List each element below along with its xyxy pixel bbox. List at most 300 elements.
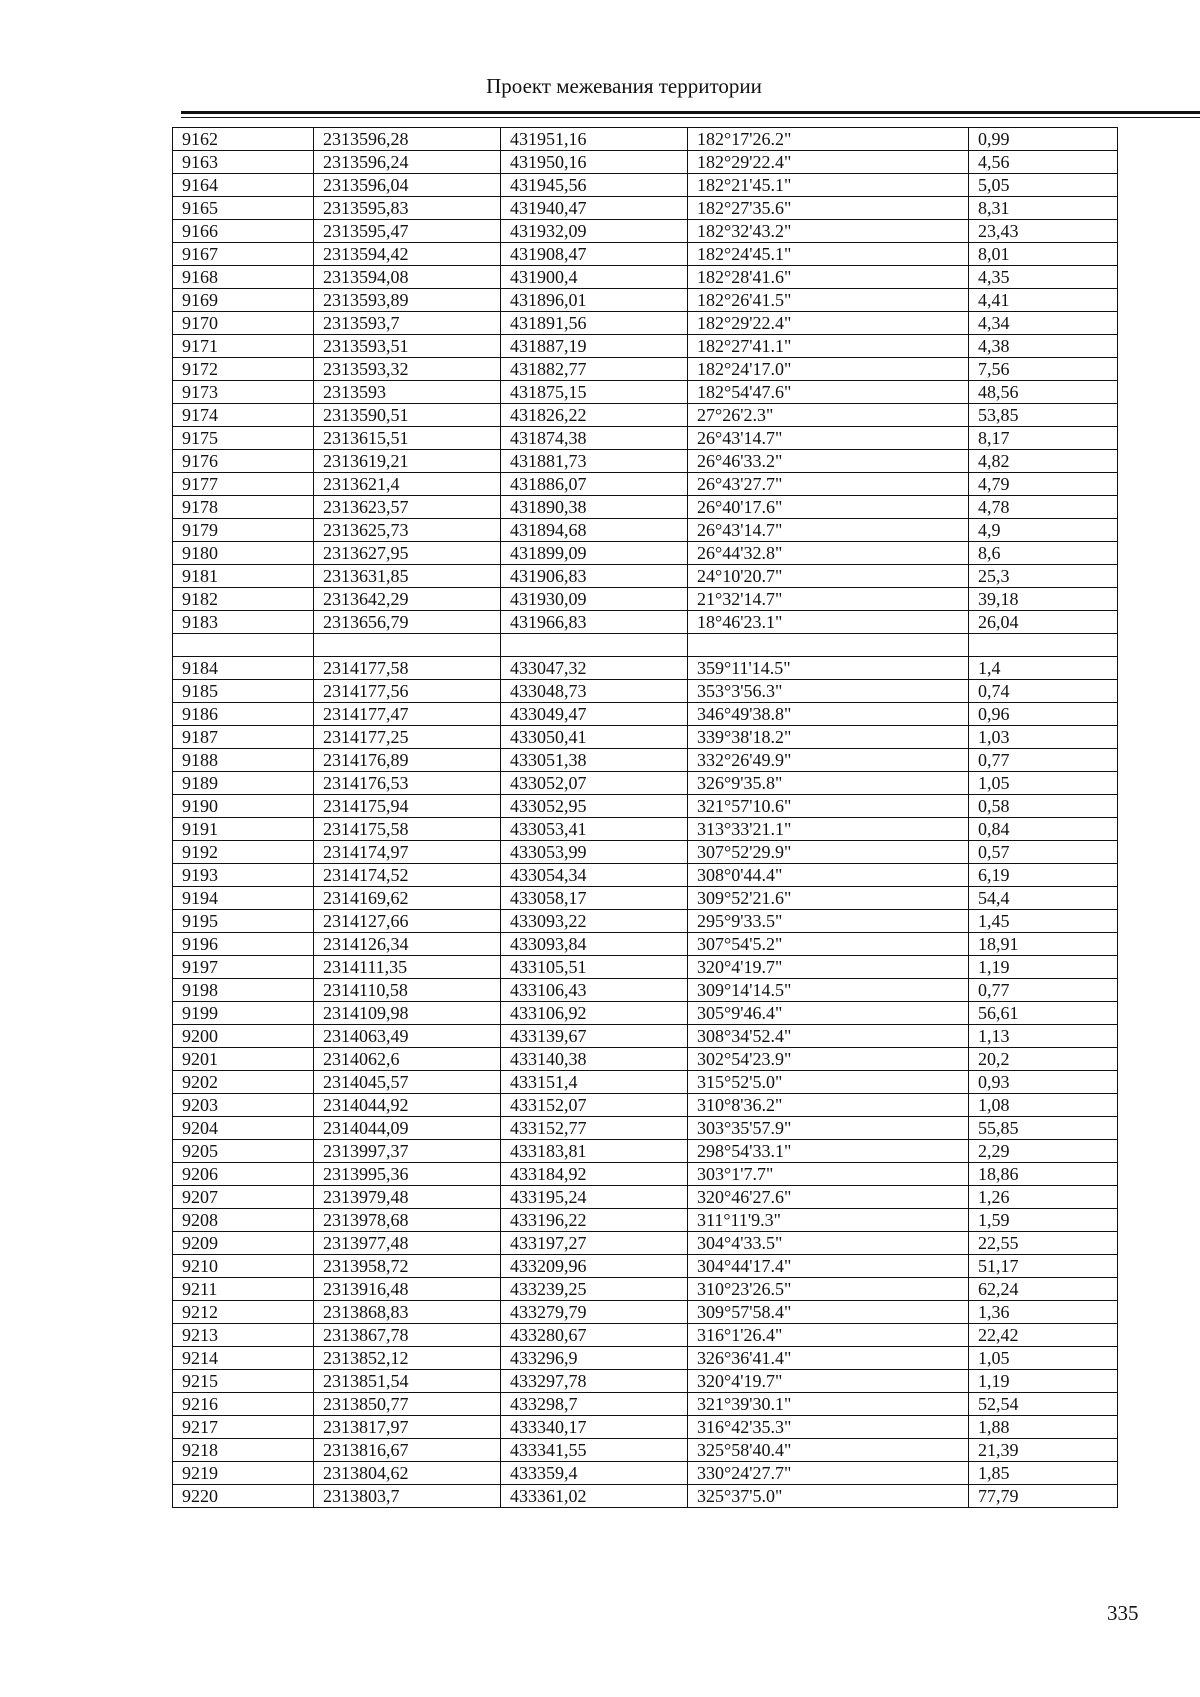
cell-bearing: 26°43'14.7" [688, 519, 969, 542]
table-row [173, 404, 1118, 427]
cell-point-number: 9188 [173, 749, 314, 772]
cell-bearing: 182°24'17.0" [688, 358, 969, 381]
cell-distance: 56,61 [969, 1002, 1118, 1025]
cell-y-coordinate: 431890,38 [501, 496, 688, 519]
cell-y-coordinate: 433359,4 [501, 1462, 688, 1485]
cell-bearing: 315°52'5.0" [688, 1071, 969, 1094]
coordinates-table-body [173, 128, 1118, 1508]
cell-distance: 8,01 [969, 243, 1118, 266]
cell-x-coordinate: 2314169,62 [314, 887, 501, 910]
cell-distance: 62,24 [969, 1278, 1118, 1301]
cell-x-coordinate: 2313958,72 [314, 1255, 501, 1278]
cell-x-coordinate: 2313817,97 [314, 1416, 501, 1439]
cell-distance: 7,56 [969, 358, 1118, 381]
cell-x-coordinate: 2314175,58 [314, 818, 501, 841]
cell-distance: 1,45 [969, 910, 1118, 933]
table-row [173, 174, 1118, 197]
cell-bearing: 309°14'14.5" [688, 979, 969, 1002]
table-row [173, 1278, 1118, 1301]
table-row [173, 818, 1118, 841]
cell-y-coordinate: 431826,22 [501, 404, 688, 427]
cell-y-coordinate: 433361,02 [501, 1485, 688, 1508]
table-row [173, 1048, 1118, 1071]
cell-x-coordinate: 2313596,24 [314, 151, 501, 174]
cell-x-coordinate: 2313621,4 [314, 473, 501, 496]
cell-y-coordinate: 431906,83 [501, 565, 688, 588]
table-row [173, 1094, 1118, 1117]
cell-point-number: 9196 [173, 933, 314, 956]
cell-y-coordinate: 431886,07 [501, 473, 688, 496]
cell-distance: 8,6 [969, 542, 1118, 565]
cell-y-coordinate: 433152,07 [501, 1094, 688, 1117]
cell-bearing: 302°54'23.9" [688, 1048, 969, 1071]
cell-distance: 4,34 [969, 312, 1118, 335]
cell-y-coordinate: 431908,47 [501, 243, 688, 266]
cell-bearing: 182°27'35.6" [688, 197, 969, 220]
cell-distance: 0,77 [969, 749, 1118, 772]
table-row [173, 128, 1118, 151]
cell-point-number: 9184 [173, 657, 314, 680]
cell-y-coordinate: 433051,38 [501, 749, 688, 772]
table-row [173, 1416, 1118, 1439]
cell-bearing: 320°46'27.6" [688, 1186, 969, 1209]
cell-x-coordinate: 2314176,53 [314, 772, 501, 795]
table-row [173, 588, 1118, 611]
cell-y-coordinate: 433093,84 [501, 933, 688, 956]
cell-distance: 4,35 [969, 266, 1118, 289]
table-row [173, 358, 1118, 381]
cell-y-coordinate: 433298,7 [501, 1393, 688, 1416]
table-row [173, 151, 1118, 174]
cell-bearing: 310°8'36.2" [688, 1094, 969, 1117]
cell-y-coordinate: 433184,92 [501, 1163, 688, 1186]
cell-bearing: 182°54'47.6" [688, 381, 969, 404]
cell-distance: 5,05 [969, 174, 1118, 197]
cell-point-number: 9195 [173, 910, 314, 933]
cell-bearing: 303°35'57.9" [688, 1117, 969, 1140]
cell-y-coordinate: 433052,95 [501, 795, 688, 818]
cell-point-number: 9168 [173, 266, 314, 289]
table-row [173, 772, 1118, 795]
table-row [173, 565, 1118, 588]
cell-bearing: 353°3'56.3" [688, 680, 969, 703]
cell-y-coordinate: 431891,56 [501, 312, 688, 335]
cell-bearing: 182°26'41.5" [688, 289, 969, 312]
cell-y-coordinate: 433209,96 [501, 1255, 688, 1278]
cell-x-coordinate: 2313804,62 [314, 1462, 501, 1485]
page-header-title: Проект межевания территории [486, 74, 762, 98]
cell-distance: 4,41 [969, 289, 1118, 312]
table-row [173, 427, 1118, 450]
cell-x-coordinate: 2313594,42 [314, 243, 501, 266]
cell-distance: 55,85 [969, 1117, 1118, 1140]
cell-point-number: 9220 [173, 1485, 314, 1508]
cell-point-number: 9174 [173, 404, 314, 427]
cell-y-coordinate: 431940,47 [501, 197, 688, 220]
cell-point-number: 9214 [173, 1347, 314, 1370]
cell-y-coordinate: 433341,55 [501, 1439, 688, 1462]
table-row [173, 933, 1118, 956]
cell-x-coordinate: 2313619,21 [314, 450, 501, 473]
cell-y-coordinate: 433093,22 [501, 910, 688, 933]
cell-bearing [688, 634, 969, 657]
cell-distance: 1,4 [969, 657, 1118, 680]
cell-y-coordinate: 433058,17 [501, 887, 688, 910]
cell-bearing: 182°28'41.6" [688, 266, 969, 289]
cell-point-number: 9199 [173, 1002, 314, 1025]
cell-y-coordinate: 433140,38 [501, 1048, 688, 1071]
table-row [173, 1186, 1118, 1209]
cell-bearing: 182°24'45.1" [688, 243, 969, 266]
cell-y-coordinate: 433239,25 [501, 1278, 688, 1301]
cell-distance: 0,93 [969, 1071, 1118, 1094]
cell-point-number: 9202 [173, 1071, 314, 1094]
cell-bearing: 326°36'41.4" [688, 1347, 969, 1370]
cell-x-coordinate: 2313977,48 [314, 1232, 501, 1255]
cell-x-coordinate: 2313623,57 [314, 496, 501, 519]
cell-y-coordinate: 433053,41 [501, 818, 688, 841]
cell-x-coordinate: 2313852,12 [314, 1347, 501, 1370]
cell-distance: 18,86 [969, 1163, 1118, 1186]
table-row [173, 1025, 1118, 1048]
cell-bearing: 332°26'49.9" [688, 749, 969, 772]
cell-point-number: 9210 [173, 1255, 314, 1278]
cell-distance: 1,59 [969, 1209, 1118, 1232]
cell-distance: 0,96 [969, 703, 1118, 726]
cell-bearing: 359°11'14.5" [688, 657, 969, 680]
cell-bearing: 316°1'26.4" [688, 1324, 969, 1347]
cell-point-number: 9191 [173, 818, 314, 841]
cell-y-coordinate: 433053,99 [501, 841, 688, 864]
table-row [173, 381, 1118, 404]
cell-y-coordinate: 431899,09 [501, 542, 688, 565]
cell-x-coordinate: 2313868,83 [314, 1301, 501, 1324]
cell-x-coordinate: 2314127,66 [314, 910, 501, 933]
cell-x-coordinate: 2313631,85 [314, 565, 501, 588]
cell-x-coordinate: 2313978,68 [314, 1209, 501, 1232]
table-row [173, 473, 1118, 496]
table-row [173, 1370, 1118, 1393]
cell-point-number: 9192 [173, 841, 314, 864]
cell-y-coordinate: 433151,4 [501, 1071, 688, 1094]
cell-point-number: 9189 [173, 772, 314, 795]
table-row [173, 795, 1118, 818]
cell-bearing: 303°1'7.7" [688, 1163, 969, 1186]
cell-bearing: 308°0'44.4" [688, 864, 969, 887]
cell-bearing: 182°27'41.1" [688, 335, 969, 358]
cell-distance: 1,36 [969, 1301, 1118, 1324]
cell-y-coordinate: 433183,81 [501, 1140, 688, 1163]
cell-point-number: 9170 [173, 312, 314, 335]
cell-bearing: 320°4'19.7" [688, 956, 969, 979]
cell-point-number: 9179 [173, 519, 314, 542]
cell-point-number: 9206 [173, 1163, 314, 1186]
cell-bearing: 310°23'26.5" [688, 1278, 969, 1301]
cell-point-number: 9207 [173, 1186, 314, 1209]
cell-x-coordinate: 2313656,79 [314, 611, 501, 634]
cell-distance [969, 634, 1118, 657]
cell-x-coordinate: 2314109,98 [314, 1002, 501, 1025]
table-row [173, 634, 1118, 657]
table-row [173, 1439, 1118, 1462]
cell-x-coordinate: 2314175,94 [314, 795, 501, 818]
cell-x-coordinate: 2313850,77 [314, 1393, 501, 1416]
cell-distance: 1,03 [969, 726, 1118, 749]
cell-bearing: 26°46'33.2" [688, 450, 969, 473]
cell-x-coordinate: 2313803,7 [314, 1485, 501, 1508]
cell-bearing: 27°26'2.3" [688, 404, 969, 427]
table-row [173, 749, 1118, 772]
cell-y-coordinate: 433050,41 [501, 726, 688, 749]
table-row [173, 335, 1118, 358]
cell-distance: 4,56 [969, 151, 1118, 174]
cell-point-number: 9211 [173, 1278, 314, 1301]
cell-x-coordinate: 2313593,51 [314, 335, 501, 358]
cell-bearing: 309°52'21.6" [688, 887, 969, 910]
cell-bearing: 313°33'21.1" [688, 818, 969, 841]
cell-point-number: 9187 [173, 726, 314, 749]
cell-x-coordinate: 2313851,54 [314, 1370, 501, 1393]
table-row [173, 1163, 1118, 1186]
table-row [173, 1071, 1118, 1094]
cell-bearing: 311°11'9.3" [688, 1209, 969, 1232]
table-row [173, 450, 1118, 473]
cell-x-coordinate: 2314176,89 [314, 749, 501, 772]
cell-distance: 0,57 [969, 841, 1118, 864]
cell-x-coordinate: 2314174,97 [314, 841, 501, 864]
cell-x-coordinate: 2313593 [314, 381, 501, 404]
cell-point-number: 9190 [173, 795, 314, 818]
cell-y-coordinate: 431950,16 [501, 151, 688, 174]
cell-distance: 2,29 [969, 1140, 1118, 1163]
cell-point-number: 9194 [173, 887, 314, 910]
cell-point-number: 9204 [173, 1117, 314, 1140]
table-row [173, 1255, 1118, 1278]
cell-y-coordinate: 433139,67 [501, 1025, 688, 1048]
cell-bearing: 21°32'14.7" [688, 588, 969, 611]
table-row [173, 519, 1118, 542]
cell-bearing: 24°10'20.7" [688, 565, 969, 588]
cell-y-coordinate: 431881,73 [501, 450, 688, 473]
table-row [173, 979, 1118, 1002]
cell-point-number: 9180 [173, 542, 314, 565]
cell-distance: 23,43 [969, 220, 1118, 243]
cell-point-number: 9178 [173, 496, 314, 519]
cell-x-coordinate: 2313615,51 [314, 427, 501, 450]
cell-bearing: 182°32'43.2" [688, 220, 969, 243]
cell-bearing: 26°43'14.7" [688, 427, 969, 450]
cell-distance: 8,31 [969, 197, 1118, 220]
table-row [173, 1485, 1118, 1508]
cell-point-number: 9171 [173, 335, 314, 358]
cell-point-number: 9212 [173, 1301, 314, 1324]
cell-distance: 1,05 [969, 1347, 1118, 1370]
cell-x-coordinate: 2314111,35 [314, 956, 501, 979]
cell-distance: 39,18 [969, 588, 1118, 611]
cell-point-number: 9176 [173, 450, 314, 473]
cell-x-coordinate: 2313867,78 [314, 1324, 501, 1347]
cell-distance: 1,88 [969, 1416, 1118, 1439]
cell-y-coordinate: 433106,43 [501, 979, 688, 1002]
cell-y-coordinate: 433280,67 [501, 1324, 688, 1347]
page-number: 335 [1107, 1601, 1139, 1625]
cell-point-number: 9219 [173, 1462, 314, 1485]
cell-x-coordinate: 2313916,48 [314, 1278, 501, 1301]
cell-point-number: 9201 [173, 1048, 314, 1071]
cell-y-coordinate: 431951,16 [501, 128, 688, 151]
cell-x-coordinate: 2314044,92 [314, 1094, 501, 1117]
table-row [173, 1347, 1118, 1370]
cell-x-coordinate: 2313596,28 [314, 128, 501, 151]
cell-distance: 0,77 [969, 979, 1118, 1002]
cell-x-coordinate: 2314110,58 [314, 979, 501, 1002]
cell-point-number: 9216 [173, 1393, 314, 1416]
cell-x-coordinate: 2314044,09 [314, 1117, 501, 1140]
table-row [173, 289, 1118, 312]
table-row [173, 1140, 1118, 1163]
cell-x-coordinate: 2313625,73 [314, 519, 501, 542]
cell-distance: 1,08 [969, 1094, 1118, 1117]
cell-y-coordinate: 433106,92 [501, 1002, 688, 1025]
cell-distance: 1,19 [969, 956, 1118, 979]
cell-point-number: 9181 [173, 565, 314, 588]
cell-x-coordinate: 2314177,56 [314, 680, 501, 703]
cell-distance: 4,78 [969, 496, 1118, 519]
cell-bearing: 182°29'22.4" [688, 312, 969, 335]
cell-distance: 1,13 [969, 1025, 1118, 1048]
cell-x-coordinate: 2313595,47 [314, 220, 501, 243]
cell-y-coordinate: 431896,01 [501, 289, 688, 312]
cell-x-coordinate: 2313593,89 [314, 289, 501, 312]
cell-x-coordinate: 2313596,04 [314, 174, 501, 197]
cell-bearing: 182°29'22.4" [688, 151, 969, 174]
cell-point-number: 9166 [173, 220, 314, 243]
cell-point-number: 9183 [173, 611, 314, 634]
cell-distance: 0,99 [969, 128, 1118, 151]
cell-distance: 22,55 [969, 1232, 1118, 1255]
cell-x-coordinate: 2314063,49 [314, 1025, 501, 1048]
cell-bearing: 316°42'35.3" [688, 1416, 969, 1439]
cell-bearing: 26°40'17.6" [688, 496, 969, 519]
cell-point-number: 9186 [173, 703, 314, 726]
cell-x-coordinate: 2313642,29 [314, 588, 501, 611]
table-row [173, 542, 1118, 565]
cell-x-coordinate: 2313627,95 [314, 542, 501, 565]
cell-x-coordinate: 2314174,52 [314, 864, 501, 887]
cell-point-number [173, 634, 314, 657]
cell-bearing: 182°17'26.2" [688, 128, 969, 151]
cell-bearing: 325°58'40.4" [688, 1439, 969, 1462]
cell-bearing: 309°57'58.4" [688, 1301, 969, 1324]
cell-x-coordinate: 2313590,51 [314, 404, 501, 427]
table-row [173, 956, 1118, 979]
table-row [173, 243, 1118, 266]
cell-distance: 52,54 [969, 1393, 1118, 1416]
table-row [173, 1393, 1118, 1416]
cell-point-number: 9217 [173, 1416, 314, 1439]
cell-point-number: 9215 [173, 1370, 314, 1393]
cell-point-number: 9172 [173, 358, 314, 381]
cell-point-number: 9193 [173, 864, 314, 887]
cell-bearing: 298°54'33.1" [688, 1140, 969, 1163]
cell-distance: 25,3 [969, 565, 1118, 588]
cell-y-coordinate: 431900,4 [501, 266, 688, 289]
cell-point-number: 9177 [173, 473, 314, 496]
table-row [173, 220, 1118, 243]
cell-y-coordinate: 433047,32 [501, 657, 688, 680]
cell-point-number: 9197 [173, 956, 314, 979]
cell-bearing: 307°54'5.2" [688, 933, 969, 956]
cell-x-coordinate: 2313594,08 [314, 266, 501, 289]
table-row [173, 266, 1118, 289]
cell-y-coordinate: 433052,07 [501, 772, 688, 795]
cell-distance: 54,4 [969, 887, 1118, 910]
table-row [173, 1209, 1118, 1232]
cell-point-number: 9198 [173, 979, 314, 1002]
cell-point-number: 9185 [173, 680, 314, 703]
cell-bearing: 321°39'30.1" [688, 1393, 969, 1416]
cell-y-coordinate: 433152,77 [501, 1117, 688, 1140]
cell-point-number: 9218 [173, 1439, 314, 1462]
cell-distance: 21,39 [969, 1439, 1118, 1462]
cell-distance: 0,74 [969, 680, 1118, 703]
cell-y-coordinate: 431882,77 [501, 358, 688, 381]
cell-point-number: 9175 [173, 427, 314, 450]
cell-x-coordinate: 2313997,37 [314, 1140, 501, 1163]
cell-distance: 1,85 [969, 1462, 1118, 1485]
cell-distance: 0,84 [969, 818, 1118, 841]
cell-point-number: 9182 [173, 588, 314, 611]
cell-distance: 48,56 [969, 381, 1118, 404]
cell-distance: 4,9 [969, 519, 1118, 542]
cell-y-coordinate: 433195,24 [501, 1186, 688, 1209]
cell-x-coordinate: 2314062,6 [314, 1048, 501, 1071]
table-row [173, 703, 1118, 726]
cell-x-coordinate: 2313816,67 [314, 1439, 501, 1462]
cell-x-coordinate: 2313593,7 [314, 312, 501, 335]
cell-y-coordinate: 431887,19 [501, 335, 688, 358]
cell-bearing: 325°37'5.0" [688, 1485, 969, 1508]
table-row [173, 1117, 1118, 1140]
cell-x-coordinate: 2314177,47 [314, 703, 501, 726]
cell-y-coordinate: 433105,51 [501, 956, 688, 979]
cell-distance: 22,42 [969, 1324, 1118, 1347]
cell-y-coordinate: 433340,17 [501, 1416, 688, 1439]
cell-bearing: 346°49'38.8" [688, 703, 969, 726]
cell-distance: 51,17 [969, 1255, 1118, 1278]
header-rule-thin [181, 117, 1200, 118]
cell-bearing: 308°34'52.4" [688, 1025, 969, 1048]
cell-point-number: 9173 [173, 381, 314, 404]
cell-point-number: 9200 [173, 1025, 314, 1048]
cell-y-coordinate [501, 634, 688, 657]
table-row [173, 611, 1118, 634]
cell-point-number: 9165 [173, 197, 314, 220]
cell-point-number: 9209 [173, 1232, 314, 1255]
cell-y-coordinate: 433054,34 [501, 864, 688, 887]
cell-x-coordinate: 2313979,48 [314, 1186, 501, 1209]
table-row [173, 1324, 1118, 1347]
header-rule-thick [181, 111, 1200, 114]
table-row [173, 496, 1118, 519]
table-row [173, 726, 1118, 749]
cell-point-number: 9205 [173, 1140, 314, 1163]
cell-x-coordinate: 2313593,32 [314, 358, 501, 381]
cell-distance: 8,17 [969, 427, 1118, 450]
cell-y-coordinate: 431875,15 [501, 381, 688, 404]
cell-point-number: 9208 [173, 1209, 314, 1232]
cell-distance: 53,85 [969, 404, 1118, 427]
